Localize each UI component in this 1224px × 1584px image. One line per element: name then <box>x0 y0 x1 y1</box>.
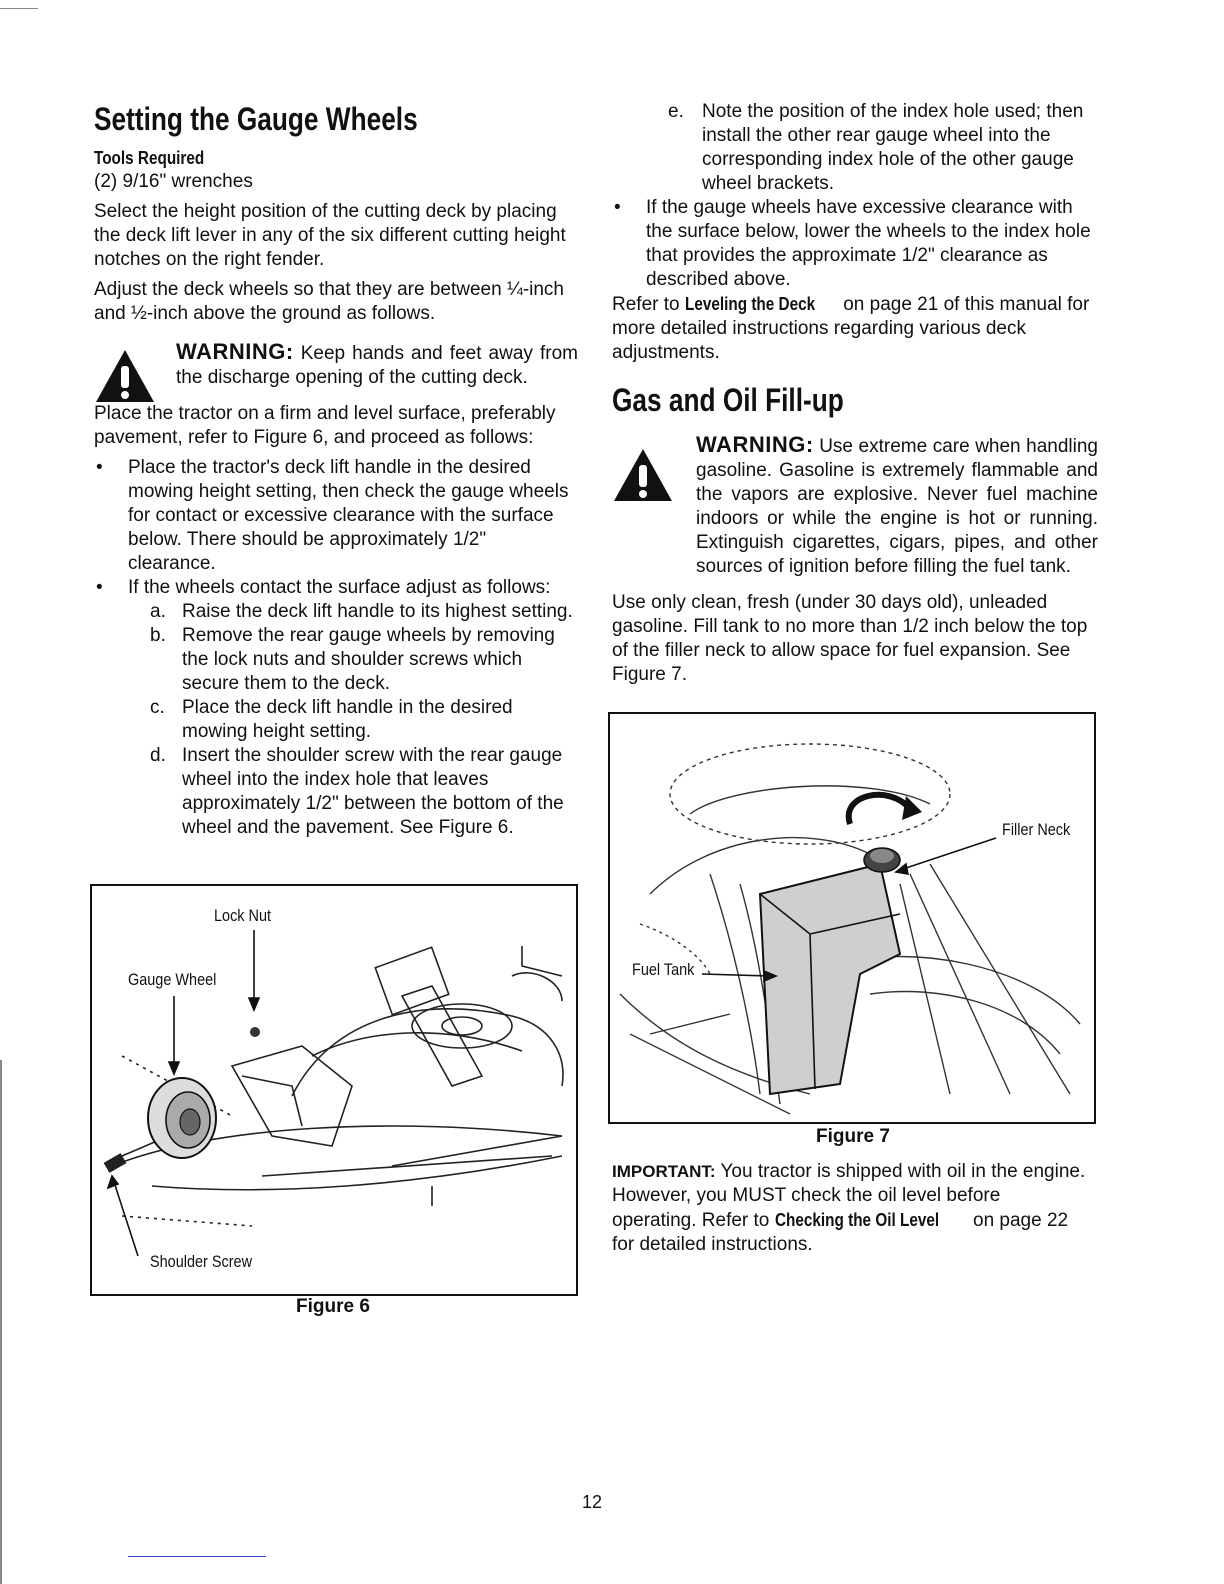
warning-label: WARNING: <box>696 432 814 457</box>
scan-edge <box>0 1060 2 1584</box>
important-note <box>612 1160 1090 1263</box>
steps-list-continued <box>612 100 1098 196</box>
figure-7-caption: Figure 7 <box>816 1126 890 1147</box>
tools-required-heading: Tools Required <box>94 148 205 168</box>
paragraph-height-position: Select the height position of the cutting deck by placing the deck lift lever in any of the six different cutting height notches on the right fender. <box>94 201 566 270</box>
step-text: Insert the shoulder screw with the rear gauge wheel into the index hole that leaves approximately 1/2" between the bottom of the wheel and the pavement. See Figure 6. <box>182 745 564 838</box>
list-item <box>612 196 1098 292</box>
warning-text: Keep hands and feet away from the discharge opening of the cutting deck. <box>176 343 578 388</box>
important-text: You tractor is shipped with oil in the engine. However, you MUST check the oil level before operating. Refer to <box>612 1161 1086 1231</box>
label-gauge-wheel: Gauge Wheel <box>128 970 217 989</box>
lock-nut-part <box>250 1027 260 1037</box>
gauge-wheel-diagram <box>92 886 576 1294</box>
fuel-tank-part <box>760 864 900 1094</box>
section-heading-gauge-wheels: Setting the Gauge Wheels <box>94 101 418 137</box>
step-letter: a. <box>150 601 166 622</box>
refer-text-end: on page 21 of this manual for more detailed instructions regarding various deck adjustments. <box>612 294 1090 363</box>
left-column <box>94 100 578 840</box>
step-letter: c. <box>150 697 165 718</box>
warning-text: Use extreme care when handling gasoline. Gasoline is extremely flammable and the vapors are explosive. Never fuel machine indoors or while the engine is hot or running. Extinguish cigarettes, cigars, pipes, and other sources of ignition before filling the fuel tank. <box>696 436 1099 577</box>
important-text-end: on page 22 for detailed instructions. <box>612 1210 1069 1255</box>
paragraph-refer-leveling <box>612 292 1098 365</box>
step-letter: e. <box>668 101 684 122</box>
fuel-tank-diagram <box>610 714 1094 1122</box>
bullet-text: If the wheels contact the surface adjust as follows: <box>128 577 551 598</box>
paragraph-adjust-wheels: Adjust the deck wheels so that they are between ¼-inch and ½-inch above the ground as follows. <box>94 279 564 324</box>
steps-list <box>94 600 578 840</box>
label-filler-neck: Filler Neck <box>1002 820 1071 839</box>
figure-7-illustration <box>608 712 1096 1124</box>
warning-block-fuel <box>612 433 1098 579</box>
paragraph-fuel: Use only clean, fresh (under 30 days old), unleaded gasoline. Fill tank to no more than 1/2 inch below the top of the filler neck to allow space for fuel expansion. See Figure 7. <box>612 592 1088 685</box>
section-heading-gas-oil: Gas and Oil Fill-up <box>612 382 844 418</box>
list-item <box>94 696 578 744</box>
footer-rule <box>128 1556 266 1557</box>
warning-label: WARNING: <box>176 339 294 364</box>
refer-text: Refer to <box>612 294 680 315</box>
warning-triangle-icon <box>612 447 674 503</box>
important-label: IMPORTANT: <box>612 1162 716 1181</box>
list-item <box>94 600 578 624</box>
label-shoulder-screw: Shoulder Screw <box>150 1252 253 1271</box>
filler-neck-part <box>864 848 900 872</box>
list-item <box>94 744 578 840</box>
checking-oil-level-reference: Checking the Oil Level <box>774 1210 939 1230</box>
warning-block-deck <box>94 340 578 390</box>
step-text: Remove the rear gauge wheels by removing the lock nuts and shoulder screws which secure them to the deck. <box>182 625 555 694</box>
bullet-list-continued <box>612 196 1098 292</box>
page-number: 12 <box>582 1492 603 1512</box>
step-text: Note the position of the index hole used; then install the other rear gauge wheel into the corresponding index hole of the other gauge wheel brackets. <box>702 101 1084 194</box>
list-item <box>612 100 1098 196</box>
list-item <box>94 576 578 600</box>
bullet-list <box>94 456 578 600</box>
figure-6-caption: Figure 6 <box>296 1296 370 1317</box>
warning-triangle-icon <box>94 348 156 404</box>
figure-6-illustration <box>90 884 578 1296</box>
label-fuel-tank: Fuel Tank <box>632 960 695 979</box>
step-letter: d. <box>150 745 166 766</box>
bullet-text: Place the tractor's deck lift handle in the desired mowing height setting, then check the gauge wheels for contact or excessive clearance with the surface below. There should be approximately 1/2" clearance. <box>128 457 569 574</box>
leveling-deck-reference: Leveling the Deck <box>684 294 815 314</box>
right-column <box>612 100 1098 693</box>
list-item <box>94 624 578 696</box>
step-text: Place the deck lift handle in the desired mowing height setting. <box>182 697 513 742</box>
bullet-text: If the gauge wheels have excessive clearance with the surface below, lower the wheels to the index hole that provides the approximate 1/2" clearance as described above. <box>646 197 1091 290</box>
list-item <box>94 456 578 576</box>
label-lock-nut: Lock Nut <box>214 906 272 925</box>
gauge-wheel-part <box>148 1078 216 1158</box>
tools-list: (2) 9/16" wrenches <box>94 171 253 192</box>
step-letter: b. <box>150 625 166 646</box>
paragraph-place-tractor: Place the tractor on a firm and level surface, preferably pavement, refer to Figure 6, and proceed as follows: <box>94 403 556 448</box>
step-text: Raise the deck lift handle to its highest setting. <box>182 601 573 622</box>
scan-artifact-line <box>0 8 38 9</box>
